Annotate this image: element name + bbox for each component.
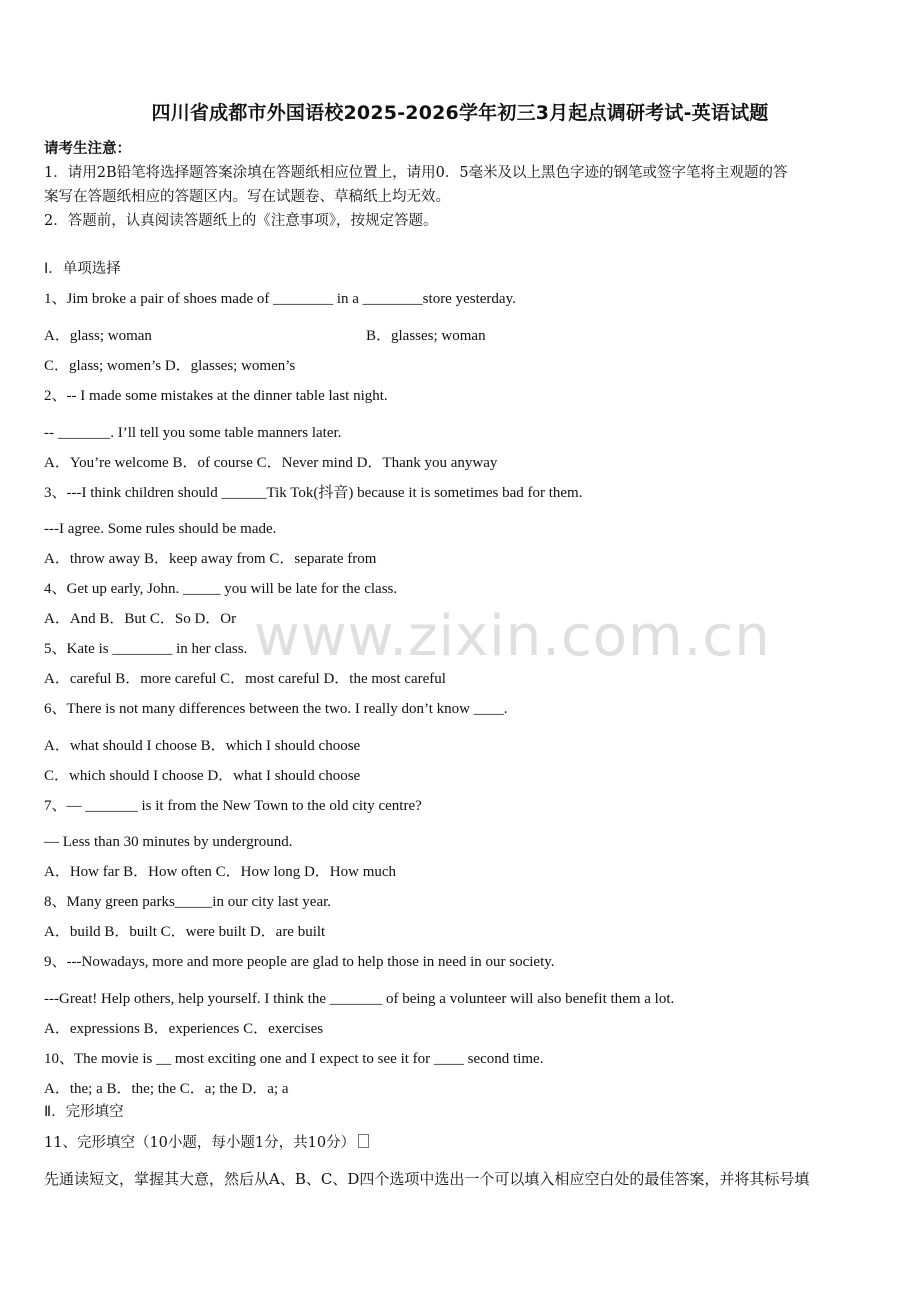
notice-heading: 请考生注意： <box>44 140 131 157</box>
question-6-stem: 6、There is not many differences between the two. I really don’t know ____. <box>44 701 508 717</box>
notice-line-2: 案写在答题纸相应的答题区内。写在试题卷、草稿纸上均无效。 <box>44 189 450 205</box>
question-6-options-ab: A．what should I choose B．which I should choose <box>44 738 361 754</box>
question-7-stem: 7、— _______ is it from the New Town to the old city centre? <box>44 798 422 814</box>
question-4-stem: 4、Get up early, John. _____ you will be late for the class. <box>44 581 398 597</box>
question-3-stem: 3、---I think children should ______Tik Tok(抖音) because it is sometimes bad for them. <box>44 485 583 501</box>
question-10-stem: 10、The movie is __ most exciting one and I expect to see it for ____ second time. <box>44 1051 544 1067</box>
question-6-options-cd: C．which should I choose D．what I should choose <box>44 768 361 784</box>
question-7-options: A．How far B．How often C．How long D．How much <box>44 864 397 880</box>
notice-line-3: 2．答题前，认真阅读答题纸上的《注意事项》，按规定答题。 <box>44 213 438 229</box>
question-4-options: A．And B．But C．So D．Or <box>44 611 237 627</box>
question-9-options: A．expressions B．experiences C．exercises <box>44 1021 324 1037</box>
question-1-stem: 1、Jim broke a pair of shoes made of ________ in a ________store yesterday. <box>44 291 516 307</box>
page-title: 四川省成都市外国语校2025-2026学年初三3月起点调研考试-英语试题 <box>151 102 769 124</box>
section-heading-2: Ⅱ．完形填空 <box>44 1104 124 1120</box>
question-1-option-a: A．glass; woman <box>44 328 152 344</box>
notice-line-1: 1．请用2B铅笔将选择题答案涂填在答题纸相应位置上，请用0．5毫米及以上黑色字迹的钢笔或签字笔将主观题的答 <box>44 165 788 181</box>
question-3-reply: ---I agree. Some rules should be made. <box>44 521 277 537</box>
question-11-stem-row <box>44 1134 369 1152</box>
question-5-stem: 5、Kate is ________ in her class. <box>44 641 248 657</box>
question-7-reply: — Less than 30 minutes by underground. <box>44 834 293 850</box>
question-1-options-cd: C．glass; women’s D．glasses; women’s <box>44 358 296 374</box>
question-8-stem: 8、Many green parks_____in our city last year. <box>44 894 332 910</box>
question-8-options: A．build B．built C．were built D．are built <box>44 924 326 940</box>
question-9-reply: ---Great! Help others, help yourself. I think the _______ of being a volunteer will also benefit them a lot. <box>44 991 675 1007</box>
question-2-stem: 2、-- I made some mistakes at the dinner table last night. <box>44 388 388 404</box>
question-11-intro: 先通读短文，掌握其大意，然后从A、B、C、D四个选项中选出一个可以填入相应空白处的最佳答案，并将其标号填 <box>44 1170 810 1188</box>
question-2-options: A．You’re welcome B．of course C．Never mind D．Thank you anyway <box>44 455 498 471</box>
question-11-stem: 11、完形填空（10小题，每小题1分，共10分） <box>44 1135 356 1151</box>
question-1-option-b: B．glasses; woman <box>366 328 486 344</box>
question-2-reply: -- _______. I’ll tell you some table manners later. <box>44 425 342 441</box>
section-heading-1: Ⅰ．单项选择 <box>44 261 121 277</box>
question-5-options: A．careful B．more careful C．most careful D．the most careful <box>44 671 446 687</box>
question-10-options: A．the; a B．the; the C．a; the D．a; a <box>44 1081 289 1097</box>
watermark: www.zixin.com.cn <box>254 604 771 669</box>
question-9-stem: 9、---Nowadays, more and more people are glad to help those in need in our society. <box>44 954 555 970</box>
placeholder-box-icon <box>358 1134 369 1148</box>
question-3-options: A．throw away B．keep away from C．separate from <box>44 551 377 567</box>
